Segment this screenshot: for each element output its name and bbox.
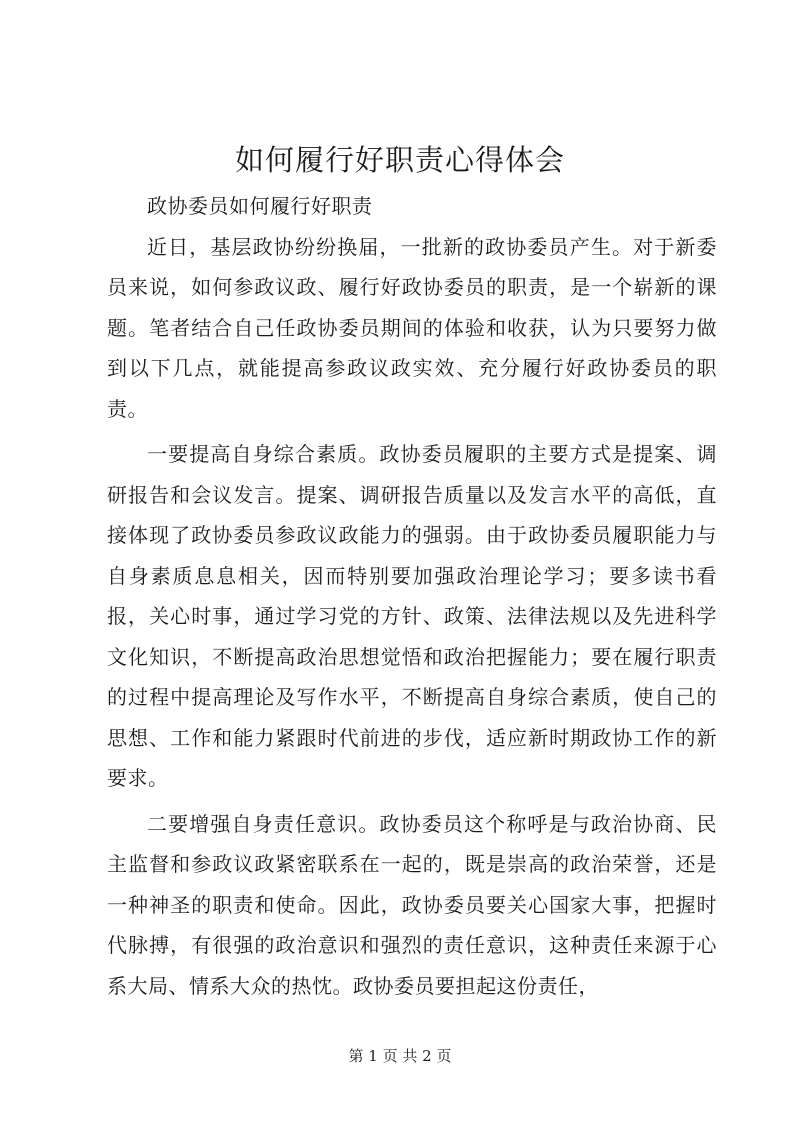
document-title: 如何履行好职责心得体会 [234, 143, 565, 177]
paragraph-intro: 近日，基层政协纷纷换届，一批新的政协委员产生。对于新委员来说，如何参政议政、履行好政协委员的职责，是一个崭新的课题。笔者结合自己任政协委员期间的体验和收获，认为只要努力做到以下几点，就能提高参政议政实效、充分履行好政协委员的职责。 [107, 234, 717, 421]
document-subtitle: 政协委员如何履行好职责 [147, 194, 373, 218]
paragraph-point-one: 一要提高自身综合素质。政协委员履职的主要方式是提案、调研报告和会议发言。提案、调研报告质量以及发言水平的高低，直接体现了政协委员参政议政能力的强弱。由于政协委员履职能力与自身素质息息相关，因而特别要加强政治理论学习；要多读书看报，关心时事，通过学习党的方针、政策、法律法规以及先进科学文化知识，不断提高政治思想觉悟和政治把握能力；要在履行职责的过程中提高理论及写作水平，不断提高自身综合素质，使自己的思想、工作和能力紧跟时代前进的步伐，适应新时期政协工作的新要求。 [107, 442, 717, 790]
paragraph-point-two: 二要增强自身责任意识。政协委员这个称呼是与政治协商、民主监督和参政议政紧密联系在一起的，既是崇高的政治荣誉，还是一种神圣的职责和使命。因此，政协委员要关心国家大事，把握时代脉搏，有很强的政治意识和强烈的责任意识，这种责任来源于心系大局、情系大众的热忱。政协委员要担起这份责任， [107, 811, 717, 998]
page-number-footer: 第 1 页 共 2 页 [348, 1047, 452, 1065]
document-body [107, 186, 717, 1006]
